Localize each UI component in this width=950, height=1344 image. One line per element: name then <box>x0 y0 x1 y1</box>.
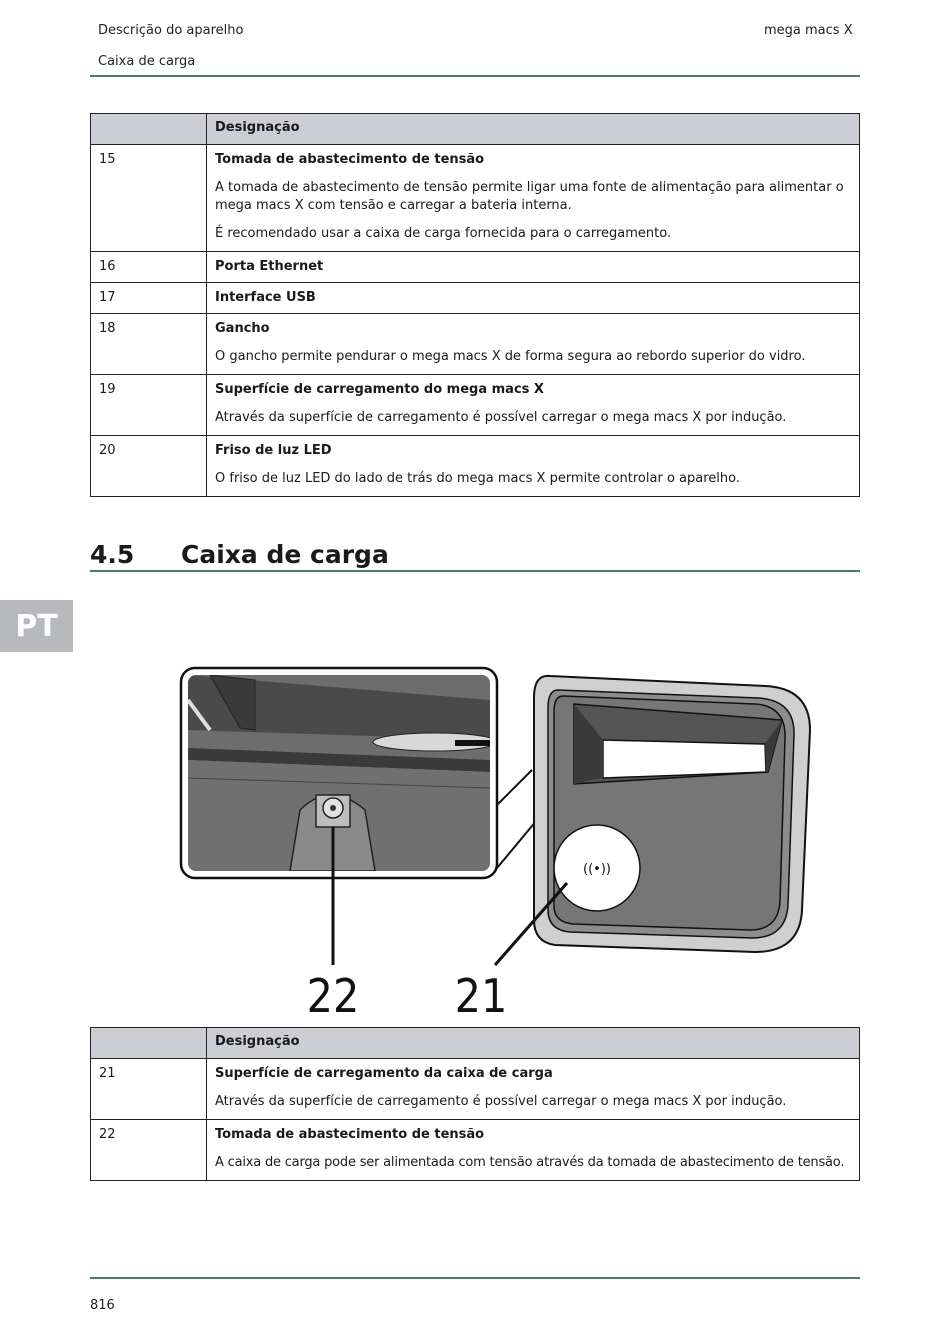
row-description <box>207 145 860 252</box>
row-number: 20 <box>91 436 207 497</box>
row-number: 21 <box>91 1059 207 1120</box>
row-description <box>207 314 860 375</box>
running-header-chapter: Descrição do aparelho <box>98 23 244 38</box>
footer-rule <box>90 1277 860 1279</box>
row-text: Através da superfície de carregamento é possível carregar o mega macs X por indução. <box>215 410 787 425</box>
language-tab: PT <box>0 600 73 652</box>
table-row <box>91 252 860 283</box>
row-description <box>207 436 860 497</box>
row-description <box>207 1120 860 1181</box>
running-header-section: Caixa de carga <box>98 54 196 69</box>
row-number: 16 <box>91 252 207 283</box>
charging-surface <box>554 825 640 911</box>
row-description <box>207 375 860 436</box>
component-table-2 <box>90 1027 860 1181</box>
table-header-number <box>91 1028 207 1059</box>
component-table-1 <box>90 113 860 497</box>
header-rule <box>90 75 860 77</box>
table-header-row <box>91 1028 860 1059</box>
row-title: Superfície de carregamento da caixa de carga <box>215 1066 553 1081</box>
row-description <box>207 252 860 283</box>
row-title: Tomada de abastecimento de tensão <box>215 152 485 167</box>
table-row <box>91 314 860 375</box>
row-text: O friso de luz LED do lado de trás do mega macs X permite controlar o aparelho. <box>215 471 740 486</box>
row-text: É recomendado usar a caixa de carga fornecida para o carregamento. <box>215 226 672 241</box>
table-header-designation: Designação <box>207 114 860 145</box>
row-text: A tomada de abastecimento de tensão permite ligar uma fonte de alimentação para alimentar o mega macs X com tensão e carregar a bateria interna. <box>215 180 844 213</box>
wireless-charging-icon: ((•)) <box>583 862 611 877</box>
table-row <box>91 1120 860 1181</box>
section-rule <box>90 570 860 572</box>
running-header-product: mega macs X <box>764 23 853 38</box>
row-description <box>207 283 860 314</box>
row-number: 22 <box>91 1120 207 1181</box>
table-row <box>91 283 860 314</box>
table-row <box>91 375 860 436</box>
callout-22: 22 <box>306 969 360 1020</box>
table-header-designation: Designação <box>207 1028 860 1059</box>
table-header-number <box>91 114 207 145</box>
row-title: Superfície de carregamento do mega macs X <box>215 382 544 397</box>
table-row <box>91 145 860 252</box>
row-title: Porta Ethernet <box>215 259 324 274</box>
section-title: Caixa de carga <box>181 540 389 569</box>
socket-detail-inset <box>181 668 497 878</box>
inset-connector-lines <box>497 770 537 868</box>
row-text: A caixa de carga pode ser alimentada com tensão através da tomada de abastecimento de tensão. <box>215 1155 845 1170</box>
section-number: 4.5 <box>90 540 135 569</box>
callout-21: 21 <box>454 969 508 1020</box>
row-number: 15 <box>91 145 207 252</box>
charging-box-figure <box>170 660 820 1020</box>
row-number: 18 <box>91 314 207 375</box>
row-text: Através da superfície de carregamento é possível carregar o mega macs X por indução. <box>215 1094 787 1109</box>
charging-box <box>534 676 810 952</box>
row-text: O gancho permite pendurar o mega macs X de forma segura ao rebordo superior do vidro. <box>215 349 806 364</box>
row-description <box>207 1059 860 1120</box>
row-title: Friso de luz LED <box>215 443 332 458</box>
table-row <box>91 436 860 497</box>
row-title: Gancho <box>215 321 270 336</box>
page-number: 816 <box>90 1298 115 1313</box>
row-title: Tomada de abastecimento de tensão <box>215 1127 485 1142</box>
row-number: 19 <box>91 375 207 436</box>
row-number: 17 <box>91 283 207 314</box>
table-row <box>91 1059 860 1120</box>
row-title: Interface USB <box>215 290 316 305</box>
table-header-row <box>91 114 860 145</box>
